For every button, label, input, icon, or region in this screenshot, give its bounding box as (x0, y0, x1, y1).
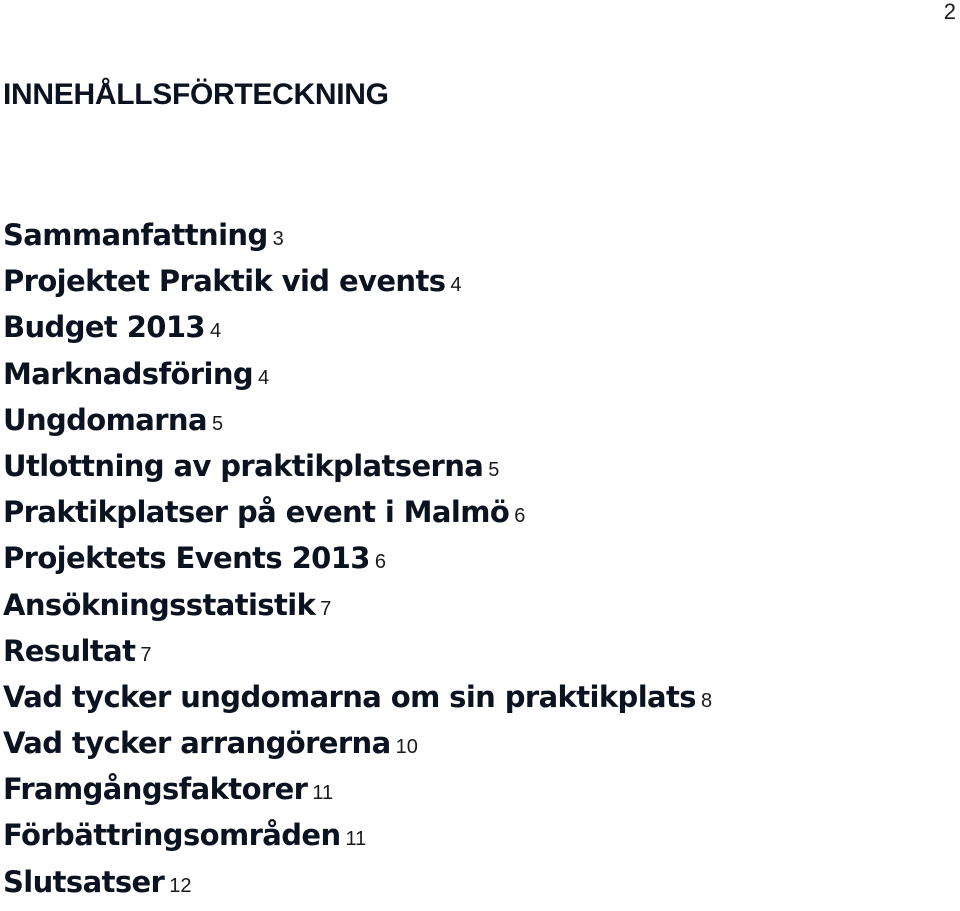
toc-item[interactable] (3, 812, 712, 858)
toc-item-label: Utlottning av praktikplatserna (3, 448, 484, 483)
toc-item[interactable] (3, 304, 712, 350)
toc-item-label: Resultat (3, 633, 136, 668)
toc-item-page: 11 (345, 828, 367, 851)
toc-item[interactable] (3, 258, 712, 304)
toc-item-page: 11 (312, 782, 334, 805)
toc-item-page: 7 (320, 597, 332, 620)
toc-item-page: 6 (374, 551, 387, 574)
toc-item[interactable] (3, 351, 712, 397)
toc-item[interactable] (3, 674, 712, 720)
toc-item-page: 12 (169, 874, 192, 897)
table-of-contents (3, 212, 712, 905)
toc-item-label: Ungdomarna (3, 402, 207, 437)
toc-item[interactable] (3, 720, 712, 766)
toc-item-page: 10 (395, 736, 418, 759)
toc-item-page: 7 (140, 643, 152, 666)
toc-item-page: 4 (258, 366, 270, 389)
toc-item-label: Framgångsfaktorer (3, 772, 308, 807)
toc-item-label: Förbättringsområden (3, 818, 341, 853)
toc-item[interactable] (3, 582, 712, 628)
toc-item-page: 4 (210, 320, 222, 343)
toc-item-page: 4 (450, 274, 462, 297)
toc-item-page: 5 (211, 412, 224, 435)
toc-item-label: Sammanfattning (3, 218, 268, 252)
page-number: 2 (943, 0, 956, 24)
toc-item-page: 3 (272, 228, 284, 250)
toc-item[interactable] (3, 859, 712, 905)
toc-item-label: Praktikplatser på event i Malmö (3, 495, 510, 530)
toc-item[interactable] (3, 397, 712, 443)
toc-item-page: 8 (700, 689, 713, 712)
toc-item-page: 5 (488, 458, 500, 481)
toc-item-label: Marknadsföring (3, 356, 254, 391)
toc-item-label: Ansökningsstatistik (3, 587, 316, 622)
toc-item-label: Vad tycker arrangörerna (3, 726, 391, 761)
toc-item-label: Projektets Events 2013 (3, 541, 370, 576)
toc-item-page: 6 (514, 505, 526, 528)
toc-item[interactable] (3, 489, 712, 535)
toc-item-label: Budget 2013 (3, 310, 206, 345)
toc-item[interactable] (3, 212, 712, 258)
toc-item[interactable] (3, 535, 712, 581)
toc-item[interactable] (3, 443, 712, 489)
toc-item[interactable] (3, 766, 712, 812)
toc-item-label: Projektet Praktik vid events (3, 264, 446, 299)
page-title: INNEHÅLLSFÖRTECKNING (3, 78, 389, 111)
toc-item-label: Slutsatser (3, 864, 165, 899)
toc-item[interactable] (3, 628, 712, 674)
toc-item-label: Vad tycker ungdomarna om sin praktikplats (3, 679, 696, 714)
